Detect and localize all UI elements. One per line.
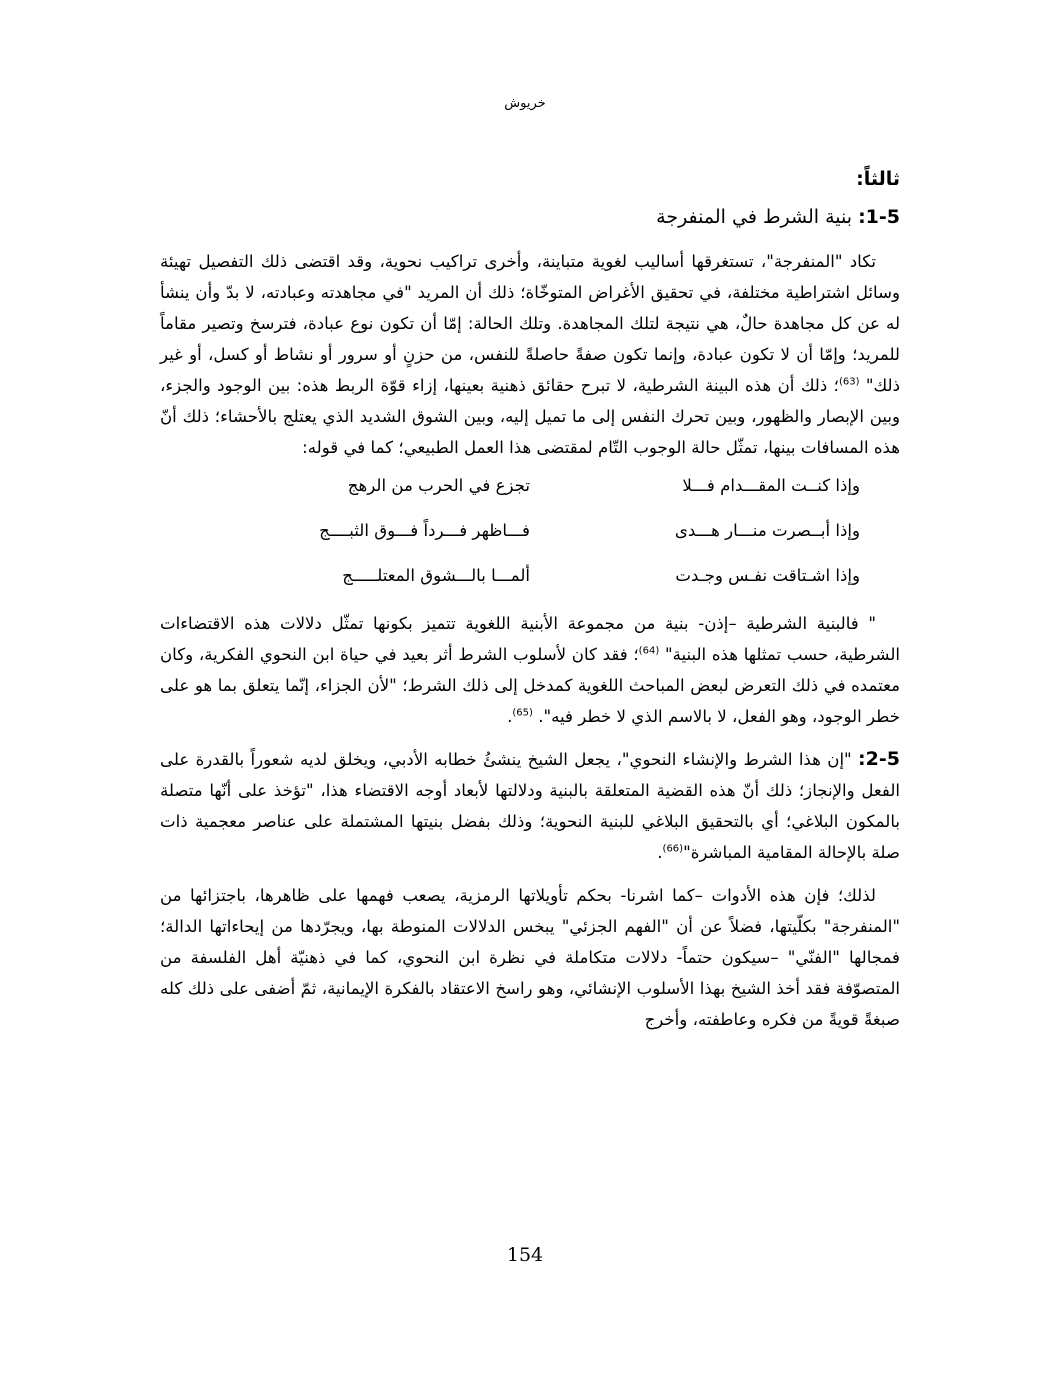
footnote-ref: (63) (838, 376, 860, 388)
paragraph-text: تكاد "المنفرجة"، تستغرقها أساليب لغوية متباينة، وأخرى تراكيب نحوية، وقد اقتضى ذلك التفصيل تهيئة وسائل اشتراطية مختلفة، في تحقيق الأغراض المتوخّاة؛ ذلك أن المريد "في مجاهدته وعبادته، لا بدّ وأن ينشأ له عن كل مجاهدة حالٌ، هي نتيجة لتلك المجاهدة. وتلك الحالة: إمّا أن تكون نوع عبادة، فترسخ وتصير مقاماً للمريد؛ وإمّا أن لا تكون عبادة، وإنما تكون صفةً حاصلةً للنفس، من حزنٍ أو سرور أو نشاط أو كسل، أو غير ذلك" (160, 252, 900, 395)
page-number: 154 (506, 1244, 544, 1266)
article-body (160, 168, 900, 1035)
paragraph-2 (160, 608, 900, 732)
section-number: 1-5: (858, 206, 900, 228)
verse-line (160, 553, 900, 598)
footnote-ref: (66) (662, 843, 684, 855)
section-number: 2-5: (858, 748, 900, 770)
part-heading: ثالثاً: (856, 168, 900, 190)
verse-first-hemistich: وإذا كنــت المقـــدام فـــلا (682, 476, 860, 495)
paragraph-text: ؛ فقد كان لأسلوب الشرط أثر بعيد في حياة ابن النحوي الفكرية، وكان معتمده في ذلك التعرض لبعض المباحث اللغوية كمدخل إلى ذلك الشرط؛ "لأن الجزاء، إنّما يتعلق بما هو على خطر الوجود، وهو الفعل، لا بالاسم الذي لا خطر فيه". (160, 645, 900, 726)
section-title-text: بنية الشرط في المنفرجة (656, 206, 853, 228)
verse-second-hemistich: ألمـــا بالـــشوق المعتلـــــج (342, 566, 530, 585)
verse-first-hemistich: وإذا أبــصرت منـــار هـــدى (674, 521, 860, 540)
paragraph-3 (160, 880, 900, 1035)
verse-second-hemistich: تجزع في الحرب من الرهج (347, 476, 530, 495)
paragraph-1 (160, 246, 900, 463)
footnote-ref: (64) (638, 645, 660, 657)
running-head: خريوش (504, 96, 546, 111)
verse-line (160, 463, 900, 508)
poem (160, 463, 900, 598)
section-title-1 (160, 206, 900, 228)
verse-first-hemistich: وإذا اشـتاقت نفـس وجـدت (675, 566, 860, 585)
paragraph-end: . (657, 843, 663, 862)
section-2-paragraph (160, 744, 900, 868)
verse-line (160, 508, 900, 553)
paragraph-text: لذلك؛ فإن هذه الأدوات –كما اشرنا- بحكم تأويلاتها الرمزية، يصعب فهمها على ظاهرها، باجتزائها من "المنفرجة" بكلّيتها، فضلاً عن أن "الفهم الجزئي" يبخس الدلالات المنوطة بها، ويجرّدها من إيحاءاتها الدالة؛ فمجالها "الفنّي" –سيكون حتماً- دلالات متكاملة في نظرة ابن النحوي، كما في ذهنيّة أهل الفلسفة من المتصوّفة فقد أخذ الشيخ بهذا الأسلوب الإنشائي، وهو راسخ الاعتقاد بالفكرة الإيمانية، ثمّ أضفى على ذلك كله صبغةً قويةً من فكره وعاطفته، وأخرج (160, 886, 900, 1029)
verse-second-hemistich: فـــاظهر فـــرداً فـــوق الثبــــج (319, 521, 530, 540)
paragraph-text: "إن هذا الشرط والإنشاء النحوي"، يجعل الشيخ ينشئُ خطابه الأدبي، ويخلق لديه شعوراً بالقدرة على الفعل والإنجاز؛ ذلك أنّ هذه القضية المتعلقة بالبنية ودلالتها لأبعاد أوجه الاقتضاء هذا، "تؤخذ على أنّها متصلة بالمكون البلاغي؛ أي بالتحقيق البلاغي للبنية النحوية؛ وذلك بفضل بنيتها المشتملة على عناصر معجمية ذات صلة بالإحالة المقامية المباشرة" (160, 750, 900, 862)
footnote-ref: (65) (512, 707, 533, 719)
paragraph-text: ؛ ذلك أن هذه البينة الشرطية، لا تبرح حقائق ذهنية بعينها، إزاء قوّة الربط هذه: بين الوجود والجزء، وبين الإبصار والظهور، وبين تحرك النفس إلى ما تميل إليه، وبين الشوق الشديد الذي يعتلج بالأحشاء؛ ذلك أنّ هذه المسافات بينها، تمثّل حالة الوجوب التّام لمقتضى هذا العمل الطبيعي؛ كما في قوله: (160, 376, 900, 457)
paragraph-text: " فالبنية الشرطية –إذن- بنية من مجموعة الأبنية اللغوية تتميز بكونها تمثّل دلالات هذه الاقتضاءات الشرطية، حسب تمثلها هذه البنية" (160, 614, 900, 664)
paragraph-end: . (507, 707, 513, 726)
